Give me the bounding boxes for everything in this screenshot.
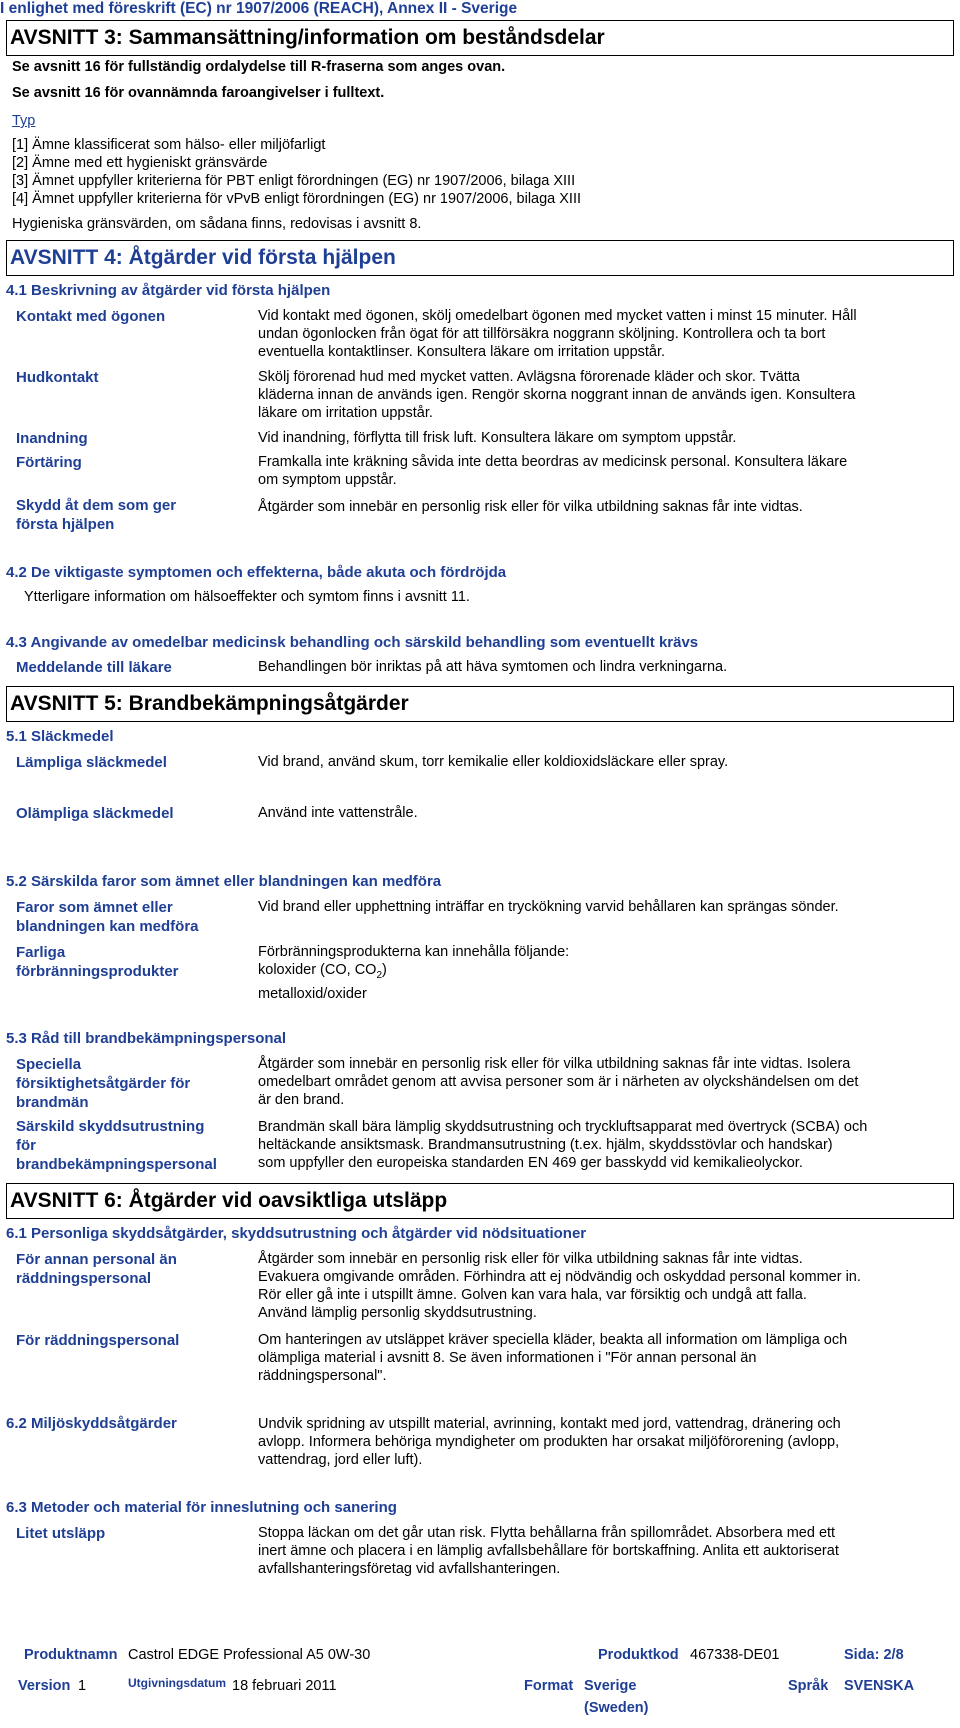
- special-precautions-value: Åtgärder som innebär en personlig risk eller för vilka utbildning saknas får inte vidtas. Isolera omedelbart området genom att avvisa personer som är i närheten av olyckshändelsen om det är den brand.: [258, 1056, 859, 1108]
- product-name-label: Produktnamn: [24, 1647, 118, 1663]
- first-aider-protection-label: Skydd åt dem som ger första hjälpen: [16, 497, 177, 533]
- typ-item-1: [1] Ämne klassificerat som hälso- eller miljöfarligt: [12, 137, 326, 153]
- non-emergency-personnel-value: Åtgärder som innebär en personlig risk eller för vilka utbildning saknas får inte vidtas. Evakuera omgivande områden. Förhindra att ej nödvändig och oskyddad personal kommer in. Rör eller gå inte i utspillt ämne. Golven kan vara hala, var försiktig och undgå att falla. Använd lämplig personlig skyddsutrustning.: [258, 1251, 861, 1321]
- section4-sub2: 4.2 De viktigaste symptomen och effekterna, både akuta och fördröjda: [6, 564, 507, 581]
- hazards-value: Vid brand eller upphettning inträffar en tryckökning varvid behållaren kan sprängas sönder.: [258, 899, 839, 915]
- eye-contact-value: Vid kontakt med ögonen, skölj omedelbart ögonen med mycket vatten i minst 15 minuter. Håll undan ögonlocken från ögat för att tillförsäkra noggrann sköljning. Kontrollera och ta bort eventuella kontaktlinser. Konsultera läkare om irritation uppstår.: [258, 308, 857, 360]
- section3-note: Hygieniska gränsvärden, om sådana finns, redovisas i avsnitt 8.: [12, 216, 422, 232]
- unsuitable-media-value: Använd inte vattenstråle.: [258, 805, 418, 821]
- environmental-precautions-value: Undvik spridning av utspillt material, avrinning, kontakt med jord, vattendrag, dränering och avlopp. Informera behöriga myndigheter om produkten har orsakat miljöförorening (avlopp, vattendrag, jord eller luft).: [258, 1416, 841, 1468]
- version-value: 1: [78, 1678, 87, 1694]
- format-value: Sverige: [584, 1678, 637, 1694]
- ingestion-value: Framkalla inte kräkning såvida inte detta beordras av medicinsk personal. Konsultera läkare om symptom uppstår.: [258, 454, 848, 488]
- section6-sub3: 6.3 Metoder och material för inneslutning och sanering: [6, 1499, 397, 1516]
- combustion-products-value: Förbränningsprodukterna kan innehålla följande: koloxider (CO, $CO_2$) metalloxid/oxider: [258, 944, 570, 1002]
- format-label: Format: [524, 1678, 574, 1694]
- inhalation-value: Vid inandning, förflytta till frisk luft. Konsultera läkare om symptom uppstår.: [258, 430, 737, 446]
- inhalation-label: Inandning: [16, 430, 88, 447]
- skin-contact-label: Hudkontakt: [16, 369, 99, 386]
- doctor-note-label: Meddelande till läkare: [16, 659, 172, 676]
- section3-title: AVSNITT 3: Sammansättning/information om beståndsdelar: [6, 20, 954, 56]
- protective-equipment-label: Särskild skyddsutrustning för brandbekämpningspersonal: [16, 1118, 217, 1173]
- suitable-media-label: Lämpliga släckmedel: [16, 754, 167, 771]
- emergency-responders-label: För räddningspersonal: [16, 1332, 180, 1349]
- typ-item-2: [2] Ämne med ett hygieniskt gränsvärde: [12, 155, 268, 171]
- non-emergency-personnel-label: För annan personal än räddningspersonal: [16, 1251, 177, 1287]
- section5-sub2: 5.2 Särskilda faror som ämnet eller blandningen kan medföra: [6, 873, 442, 890]
- typ-item-3: [3] Ämnet uppfyller kriterierna för PBT enligt förordningen (EG) nr 1907/2006, bilaga XIII: [12, 173, 576, 189]
- section3-line-1: Se avsnitt 16 för fullständig ordalydelse till R-fraserna som anges ovan.: [12, 59, 506, 75]
- unsuitable-media-label: Olämpliga släckmedel: [16, 805, 174, 822]
- product-code-label: Produktkod: [598, 1647, 679, 1663]
- section6-title: AVSNITT 6: Åtgärder vid oavsiktliga utsläpp: [6, 1183, 954, 1219]
- product-name-value: Castrol EDGE Professional A5 0W-30: [128, 1647, 371, 1663]
- product-code-value: 467338-DE01: [690, 1647, 780, 1663]
- section5-sub1: 5.1 Släckmedel: [6, 728, 114, 745]
- format-value-country: (Sweden): [584, 1700, 649, 1716]
- ingestion-label: Förtäring: [16, 454, 82, 471]
- section5-title: AVSNITT 5: Brandbekämpningsåtgärder: [6, 686, 954, 722]
- combustion-products-label: Farliga förbränningsprodukter: [16, 944, 179, 980]
- language-value: SVENSKA: [844, 1678, 915, 1694]
- issue-date-value: 18 februari 2011: [232, 1678, 337, 1694]
- section3-line-2: Se avsnitt 16 för ovannämnda faroangivelser i fulltext.: [12, 85, 385, 101]
- section4-sub3: 4.3 Angivande av omedelbar medicinsk behandling och särskild behandling som eventuellt krävs: [6, 634, 699, 651]
- issue-date-label: Utgivningsdatum: [128, 1676, 226, 1690]
- doctor-note-value: Behandlingen bör inriktas på att häva symtomen och lindra verkningarna.: [258, 659, 728, 675]
- environmental-precautions-label: 6.2 Miljöskyddsåtgärder: [6, 1415, 177, 1432]
- protective-equipment-value: Brandmän skall bära lämplig skyddsutrustning och tryckluftsapparat med övertryck (SCBA) och heltäckande ansiktsmask. Brandmansutrustning (t.ex. hjälm, skyddsstövlar och handskar) som uppfyller den europeiska standarden EN 469 ger basskydd vid kemikalieolyckor.: [258, 1119, 868, 1171]
- typ-item-4: [4] Ämnet uppfyller kriterierna för vPvB enligt förordningen (EG) nr 1907/2006, bilaga XIII: [12, 191, 582, 207]
- emergency-responders-value: Om hanteringen av utsläppet kräver speciella kläder, beakta all information om lämpliga och olämpliga material i avsnitt 8. Se även informationen i "För annan personal än räddningspersonal".: [258, 1332, 848, 1384]
- hazards-label: Faror som ämnet eller blandningen kan medföra: [16, 899, 199, 935]
- first-aider-protection-value: Åtgärder som innebär en personlig risk eller för vilka utbildning saknas får inte vidtas.: [258, 499, 803, 515]
- page-number: Sida: 2/8: [844, 1647, 904, 1663]
- section4-sub1: 4.1 Beskrivning av åtgärder vid första hjälpen: [6, 282, 331, 299]
- typ-label: Typ: [12, 113, 36, 129]
- special-precautions-label: Speciella försiktighetsåtgärder för brandmän: [16, 1056, 191, 1111]
- language-label: Språk: [788, 1678, 829, 1694]
- section4-title: AVSNITT 4: Åtgärder vid första hjälpen: [6, 240, 954, 276]
- eye-contact-label: Kontakt med ögonen: [16, 308, 166, 325]
- small-spill-label: Litet utsläpp: [16, 1525, 106, 1542]
- suitable-media-value: Vid brand, använd skum, torr kemikalie eller koldioxidsläckare eller spray.: [258, 754, 729, 770]
- version-label: Version: [18, 1678, 71, 1694]
- skin-contact-value: Skölj förorenad hud med mycket vatten. Avlägsna förorenade kläder och skor. Tvätta kläderna innan de används igen. Rengör skorna noggrant innan de används igen. Konsultera läkare om irritation uppstår.: [258, 369, 856, 421]
- small-spill-value: Stoppa läckan om det går utan risk. Flytta behållarna från spillområdet. Absorbera med ett inert ämne och placera i en lämplig avfallsbehållare för bortskaffning. Anlita ett auktoriserat avfallshanteringsföretag vid avfallshanteringen.: [258, 1525, 839, 1577]
- section6-sub1: 6.1 Personliga skyddsåtgärder, skyddsutrustning och åtgärder vid nödsituationer: [6, 1225, 587, 1242]
- section4-sub2-text: Ytterligare information om hälsoeffekter och symtom finns i avsnitt 11.: [24, 589, 470, 605]
- section5-sub3: 5.3 Råd till brandbekämpningspersonal: [6, 1030, 287, 1047]
- document-header: I enlighet med föreskrift (EC) nr 1907/2006 (REACH), Annex II - Sverige: [0, 0, 518, 17]
